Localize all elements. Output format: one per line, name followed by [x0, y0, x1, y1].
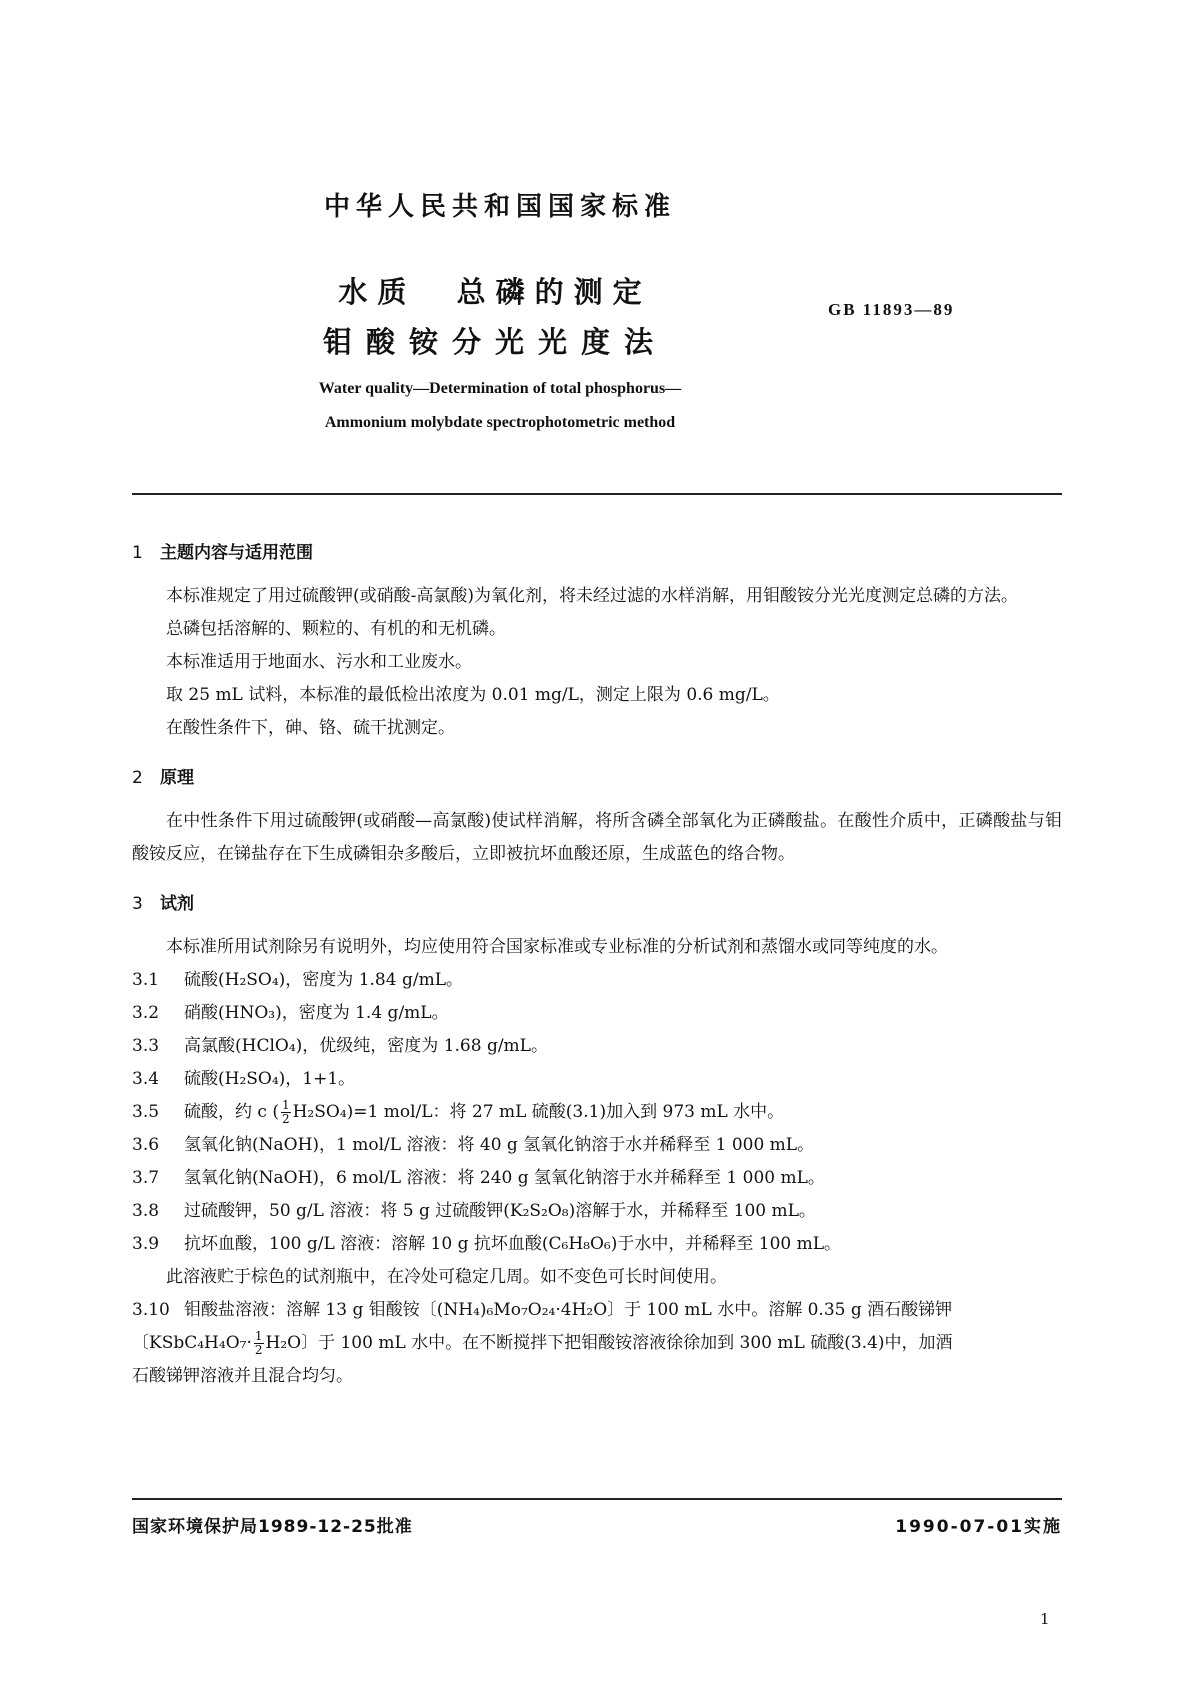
list-item — [132, 1030, 1062, 1063]
fraction — [281, 1099, 291, 1126]
item-number: 3.9 — [132, 1234, 160, 1254]
english-title-line-2: Ammonium molybdate spectrophotometric method — [324, 414, 676, 431]
fraction-denominator: 2 — [254, 1343, 263, 1357]
list-item — [132, 1096, 1062, 1129]
paragraph: 本标准适用于地面水、污水和工业废水。 — [166, 652, 472, 672]
paragraph: 在中性条件下用过硫酸钾(或硝酸—高氯酸)使试样消解，将所含磷全部氧化为正磷酸盐。在酸性介质中，正磷酸盐与钼酸铵反应，在锑盐存在下生成磷钼杂多酸后，立即被抗坏血酸还原，生成蓝色的络合物。 — [132, 811, 1062, 864]
section-3-heading — [132, 888, 1062, 921]
item-number: 3.10 — [132, 1300, 170, 1320]
standard-code: GB 11893—89 — [828, 300, 955, 319]
list-item — [132, 1129, 1062, 1162]
paragraph: 本标准规定了用过硫酸钾(或硝酸-高氯酸)为氧化剂，将未经过滤的水样消解，用钼酸铵分光光度测定总磷的方法。 — [166, 586, 1019, 606]
item-text: 氢氧化钠(NaOH)，6 mol/L 溶液：将 240 g 氢氧化钠溶于水并稀释至 1 000 mL。 — [184, 1168, 825, 1188]
title-line-2: 钼酸铵分光光度法 — [322, 325, 667, 359]
implementation-date: 1990-07-01实施 — [895, 1517, 1062, 1537]
section-1-heading — [132, 537, 1062, 570]
list-item — [132, 1228, 1062, 1261]
paragraph: 总磷包括溶解的、颗粒的、有机的和无机磷。 — [166, 619, 506, 639]
paragraph: 在酸性条件下，砷、铬、硫干扰测定。 — [166, 718, 455, 738]
section-title: 主题内容与适用范围 — [160, 543, 313, 563]
item-number: 3.6 — [132, 1135, 160, 1155]
fraction — [254, 1330, 264, 1357]
list-item — [132, 997, 1062, 1030]
section-number: 2 — [132, 768, 143, 788]
header-divider — [132, 493, 1062, 495]
item-number: 3.2 — [132, 1003, 160, 1023]
item-number: 3.1 — [132, 970, 160, 990]
title-line-1: 水质 总磷的测定 — [338, 275, 652, 309]
item-text: 硫酸(H₂SO₄)，1+1。 — [184, 1069, 356, 1089]
item-text: 抗坏血酸，100 g/L 溶液：溶解 10 g 抗坏血酸(C₆H₈O₆)于水中，并稀释至 100 mL。 — [184, 1234, 842, 1254]
item-text: 硫酸(H₂SO₄)，密度为 1.84 g/mL。 — [184, 970, 463, 990]
footer-divider — [132, 1498, 1062, 1500]
item-text: 〔KSbC₄H₄O₇· — [132, 1333, 252, 1353]
item-text: 硫酸，约 c ( — [184, 1102, 279, 1122]
item-number: 3.7 — [132, 1168, 160, 1188]
approval-date: 国家环境保护局1989-12-25批准 — [132, 1517, 413, 1537]
item-text: 硝酸(HNO₃)，密度为 1.4 g/mL。 — [184, 1003, 449, 1023]
item-number: 3.3 — [132, 1036, 160, 1056]
national-standard-heading: 中华人民共和国国家标准 — [323, 192, 676, 222]
item-continuation — [132, 1327, 1062, 1360]
item-text: 高氯酸(HClO₄)，优级纯，密度为 1.68 g/mL。 — [184, 1036, 548, 1056]
page-number: 1 — [1040, 1610, 1050, 1628]
list-item — [132, 1063, 1062, 1096]
item-number: 3.8 — [132, 1201, 160, 1221]
item-text: 钼酸盐溶液：溶解 13 g 钼酸铵〔(NH₄)₆Mo₇O₂₄·4H₂O〕于 100 mL 水中。溶解 0.35 g 酒石酸锑钾 — [184, 1300, 953, 1320]
section-title: 原理 — [160, 768, 194, 788]
english-title-line-1: Water quality—Determination of total phosphorus— — [318, 380, 682, 397]
item-text: H₂SO₄)=1 mol/L：将 27 mL 硫酸(3.1)加入到 973 mL 水中。 — [292, 1102, 785, 1122]
fraction-numerator: 1 — [281, 1098, 290, 1112]
document-body — [132, 534, 1062, 1393]
item-number: 3.5 — [132, 1102, 160, 1122]
paragraph: 本标准所用试剂除另有说明外，均应使用符合国家标准或专业标准的分析试剂和蒸馏水或同等纯度的水。 — [166, 937, 948, 957]
item-continuation: 石酸锑钾溶液并且混合均匀。 — [132, 1366, 353, 1386]
item-number: 3.4 — [132, 1069, 160, 1089]
fraction-numerator: 1 — [254, 1329, 263, 1343]
item-text: 过硫酸钾，50 g/L 溶液：将 5 g 过硫酸钾(K₂S₂O₈)溶解于水，并稀释至 100 mL。 — [184, 1201, 816, 1221]
section-number: 1 — [132, 543, 143, 563]
item-note: 此溶液贮于棕色的试剂瓶中，在冷处可稳定几周。如不变色可长时间使用。 — [166, 1267, 727, 1287]
section-title: 试剂 — [160, 894, 194, 914]
section-2-heading — [132, 762, 1062, 795]
list-item — [132, 1195, 1062, 1228]
paragraph: 取 25 mL 试料，本标准的最低检出浓度为 0.01 mg/L，测定上限为 0.6 mg/L。 — [166, 685, 780, 705]
fraction-denominator: 2 — [281, 1112, 290, 1126]
list-item — [132, 1294, 1062, 1327]
list-item — [132, 1162, 1062, 1195]
item-text: 氢氧化钠(NaOH)，1 mol/L 溶液：将 40 g 氢氧化钠溶于水并稀释至 1 000 mL。 — [184, 1135, 815, 1155]
item-text: H₂O〕于 100 mL 水中。在不断搅拌下把钼酸铵溶液徐徐加到 300 mL 硫酸(3.4)中，加酒 — [265, 1333, 953, 1353]
list-item — [132, 964, 1062, 997]
section-number: 3 — [132, 894, 143, 914]
